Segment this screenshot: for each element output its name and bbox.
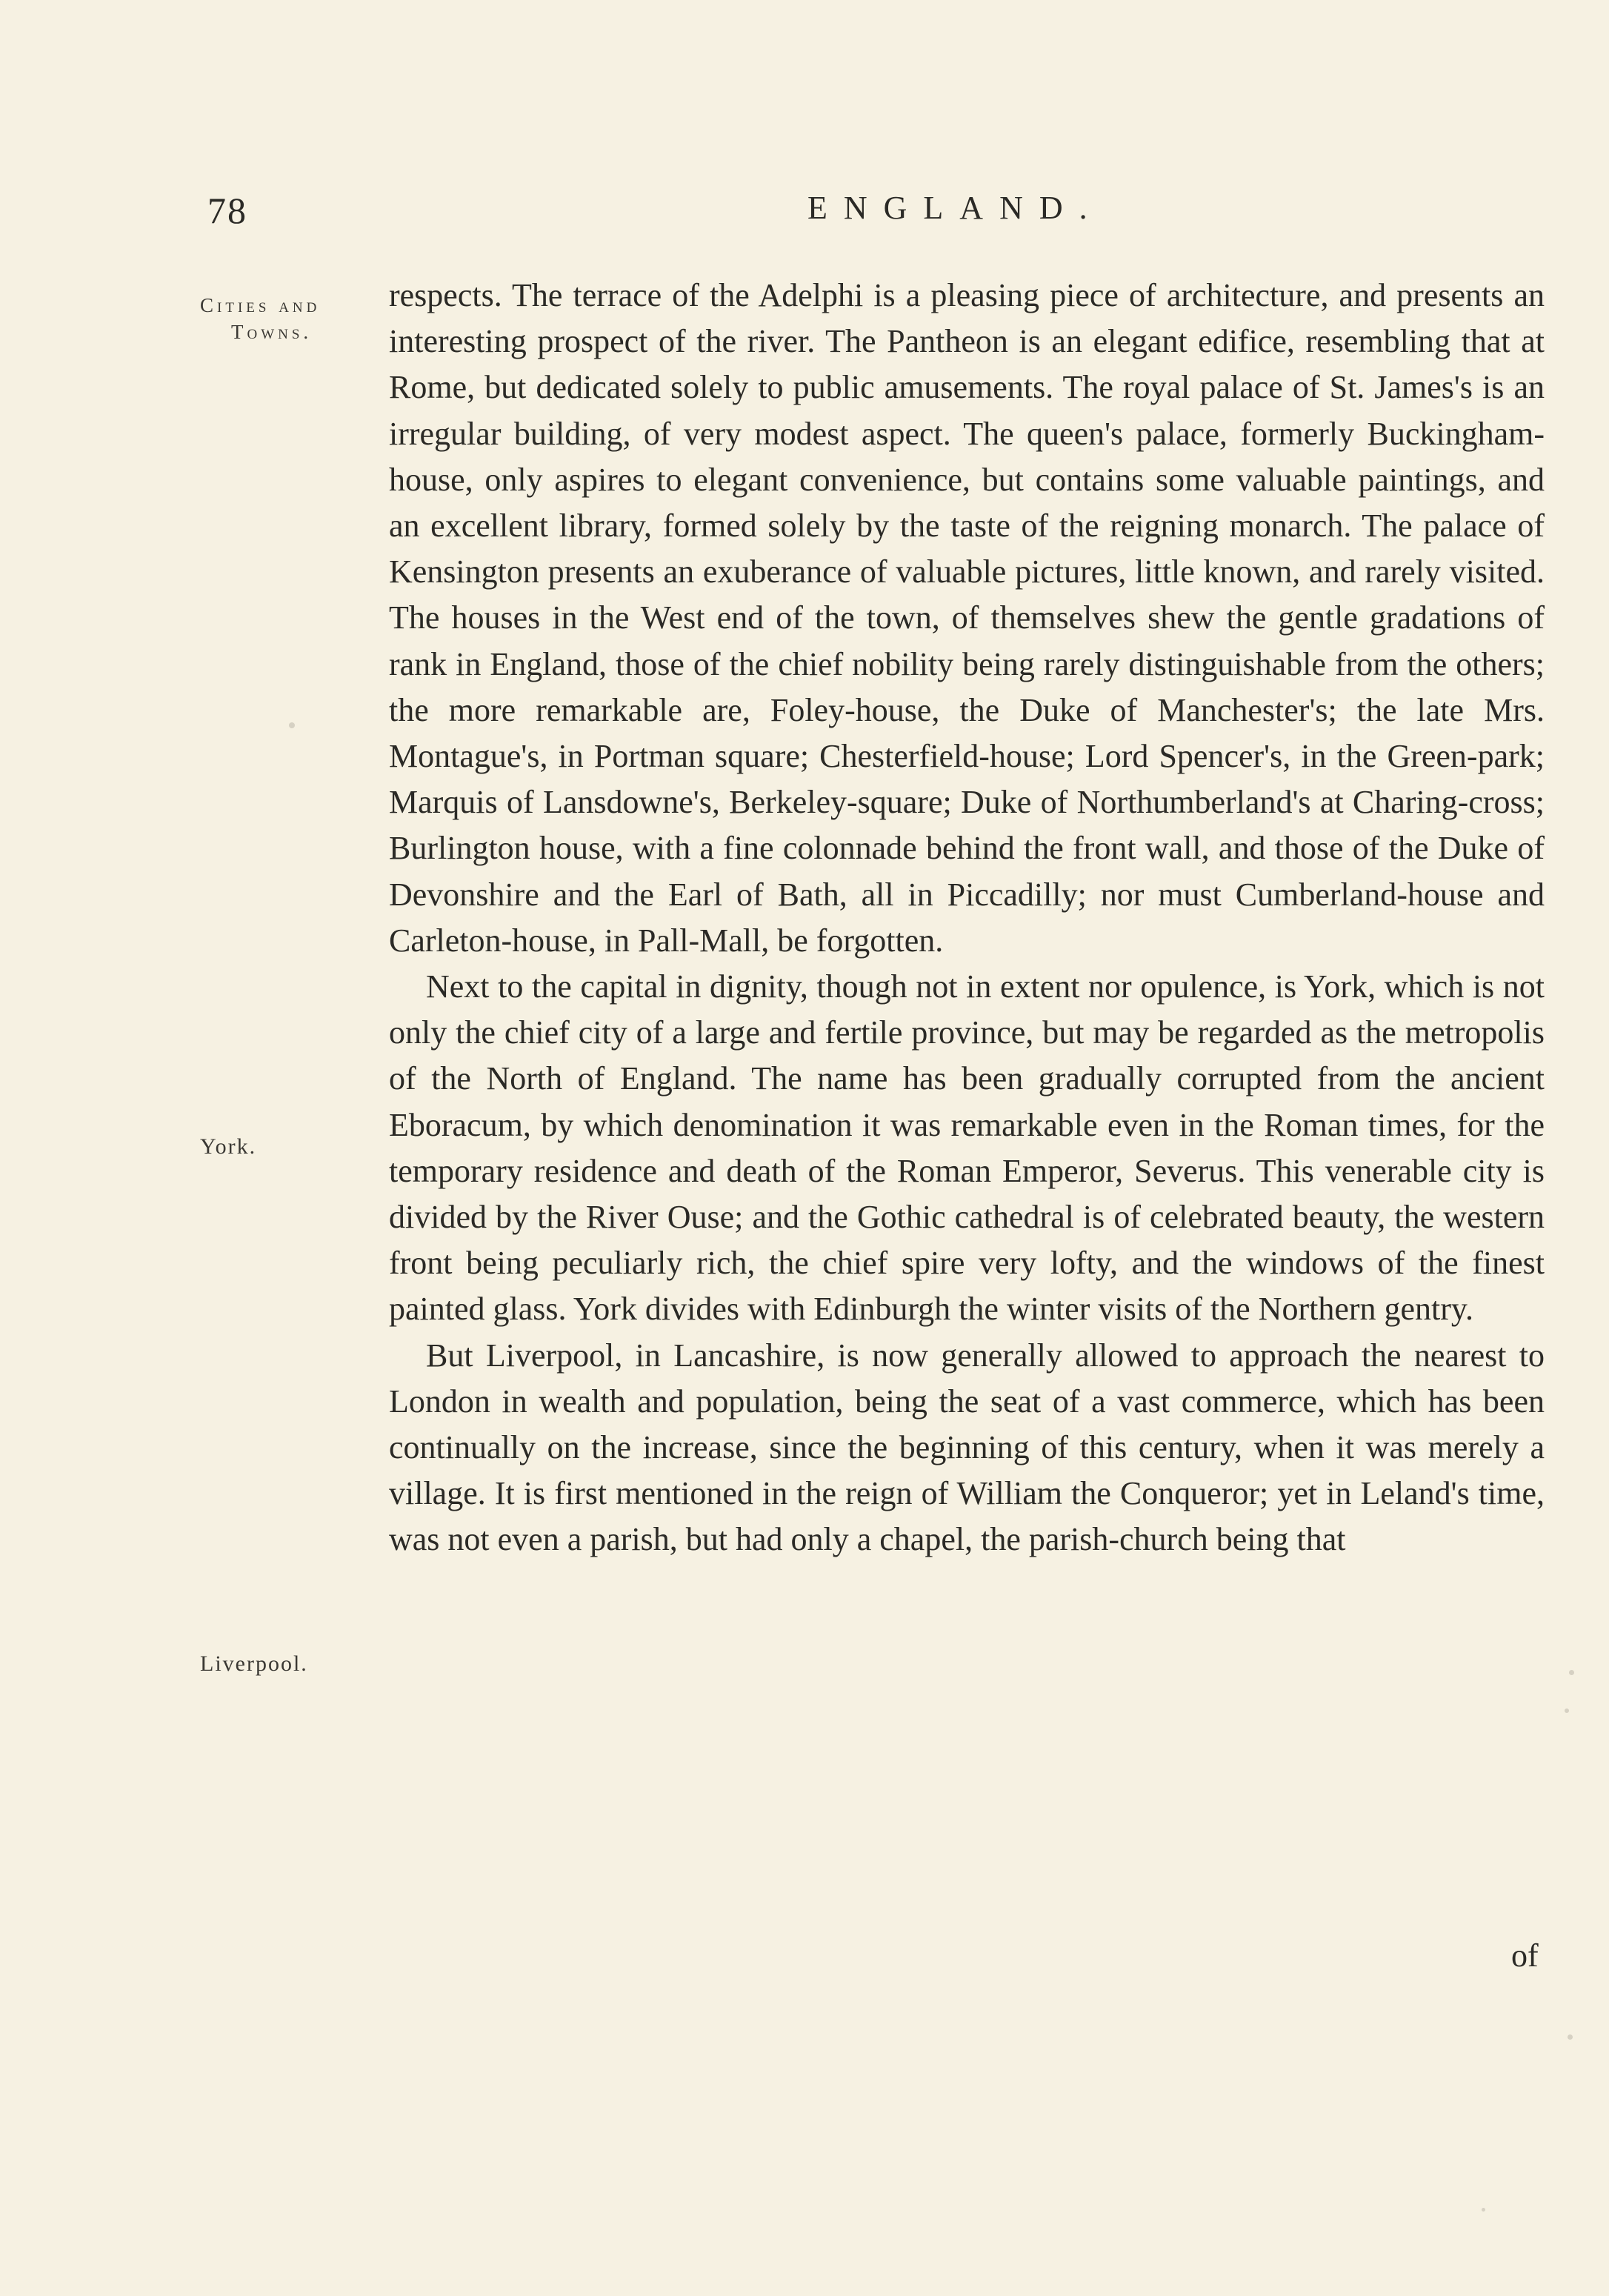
- main-text: [389, 273, 1545, 1563]
- page-header: [200, 189, 1556, 241]
- paragraph-liverpool: But Liverpool, in Lancashire, is now generally allowed to approach the nearest to London in wealth and population, being the seat of a vast commerce, which has been continually on the increase, since the beginning of this century, when it was merely a village. It is first mentioned in the reign of William the Conqueror; yet in Leland's time, was not even a parish, but had only a chapel, the parish-church being that: [389, 1337, 1545, 1558]
- margin-note-cities-towns-2: Towns.: [231, 321, 313, 343]
- page-number: 78: [207, 190, 247, 231]
- margin-note-york: York.: [200, 1134, 257, 1159]
- paper-speck: [289, 722, 295, 728]
- catchword: of: [1511, 1937, 1539, 1974]
- paper-speck: [1565, 1708, 1569, 1713]
- paper-speck: [1568, 2034, 1573, 2040]
- margin-note-liverpool: Liverpool.: [200, 1651, 308, 1676]
- paragraph-london-buildings: respects. The terrace of the Adelphi is a pleasing piece of architecture, and presents an interesting prospect of the river. The Pantheon is an elegant edifice, resembling that at Rome, but dedicated solely to public amusements. The royal palace of St. James's is an irregular building, of very modest aspect. The queen's palace, formerly Buckingham-house, only aspires to elegant convenience, but contains some valuable paintings, and an excellent library, formed solely by the taste of the reigning monarch. The palace of Kensington presents an exuberance of valuable pictures, little known, and rarely visited. The houses in the West end of the town, of themselves shew the gentle gradations of rank in England, those of the chief nobility being rarely distinguishable from the others; the more remarkable are, Foley-house, the Duke of Manchester's; the late Mrs. Montague's, in Portman square; Chesterfield-house; Lord Spencer's, in the Green-park; Marquis of Lansdowne's, Berkeley-square; Duke of Northumberland's at Charing-cross; Burlington house, with a fine colonnade behind the front wall, and those of the Duke of Devonshire and the Earl of Bath, all in Piccadilly; nor must Cumberland-house and Carleton-house, in Pall-Mall, be forgotten.: [389, 277, 1545, 959]
- paragraph-york: Next to the capital in dignity, though not in extent nor opulence, is York, which is not only the chief city of a large and fertile province, but may be regarded as the metropolis of the North of England. The name has been gradually corrupted from the ancient Eboracum, by which denomination it was remarkable even in the Roman times, for the temporary residence and death of the Roman Emperor, Severus. This venerable city is divided by the River Ouse; and the Gothic cathedral is of celebrated beauty, the western front being peculiarly rich, the chief spire very lofty, and the windows of the finest painted glass. York divides with Edinburgh the winter visits of the Northern gentry.: [389, 968, 1545, 1328]
- paper-speck: [1482, 2208, 1485, 2212]
- paper-speck: [1569, 1670, 1574, 1675]
- running-head: ENGLAND.: [807, 190, 1104, 226]
- margin-note-cities-towns-1: Cities and: [200, 294, 321, 316]
